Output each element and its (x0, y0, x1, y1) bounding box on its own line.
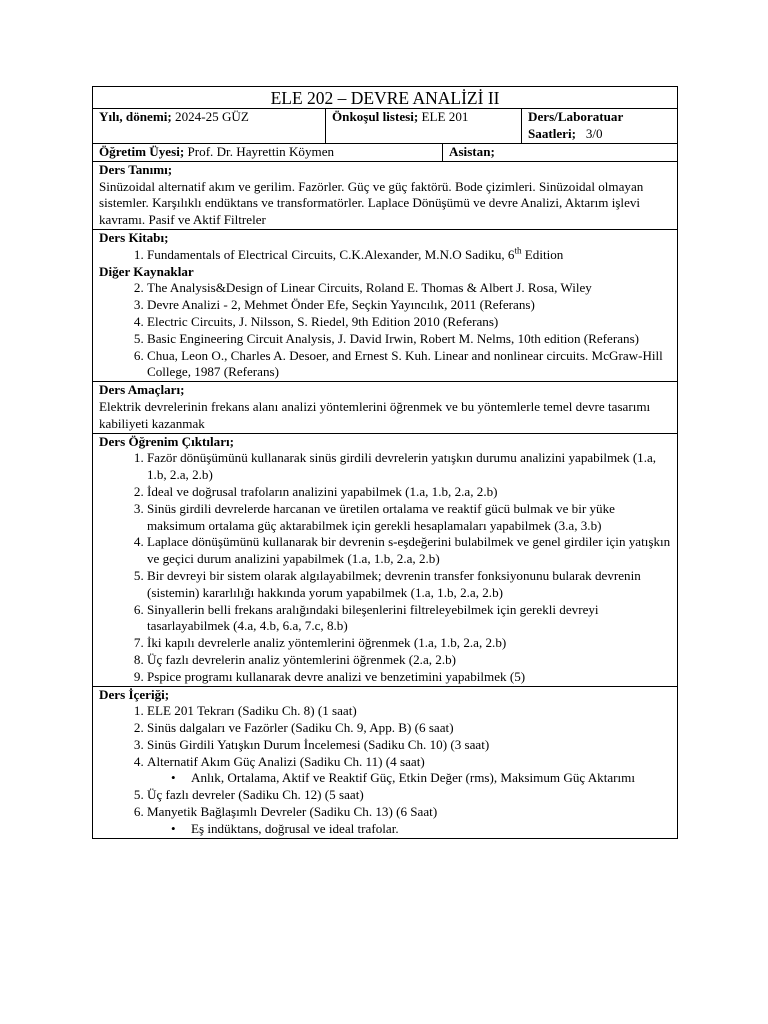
list-item: 6. Sinyallerin belli frekans aralığındaki bileşenlerini filtreleyebilmek için gerekli devreyi tasarlayabilmek (4.a, 4.b, 6.a, 7.c, 8.b) (147, 602, 671, 636)
list-item: 3. Sinüs girdili devrelerde harcanan ve üretilen ortalama ve reaktif gücü bulmak ve bir yüke maksimum ortalama güç aktarabilmek için gerekli hesaplamaları yapabilmek (3.a, 3.b) (147, 501, 671, 535)
list-item: 2. The Analysis&Design of Linear Circuits, Roland E. Thomas & Albert J. Rosa, Wiley (147, 280, 671, 297)
description-cell (93, 161, 678, 229)
list-item: 4. Electric Circuits, J. Nilsson, S. Riedel, 9th Edition 2010 (Referans) (147, 314, 671, 331)
objectives-row (93, 382, 678, 433)
list-item: 2. İdeal ve doğrusal trafoların analizini yapabilmek (1.a, 1.b, 2.a, 2.b) (147, 484, 671, 501)
hours-cell (522, 109, 678, 144)
content-item-6: Manyetik Bağlaşımlı Devreler (Sadiku Ch. 13) (6 Saat) (147, 804, 438, 820)
outcomes-label: Ders Öğrenim Çıktıları; (99, 433, 235, 449)
outcomes-cell (93, 433, 678, 686)
list-item: 5. Basic Engineering Circuit Analysis, J. David Irwin, Robert M. Nelms, 10th edition (Referans) (147, 331, 671, 348)
outcomes-row (93, 433, 678, 686)
list-item: 9. Pspice programı kullanarak devre analizi ve benzetimini yapabilmek (5) (147, 669, 671, 686)
list-item: 1. ELE 201 Tekrarı (Sadiku Ch. 8) (1 saat) (147, 703, 671, 720)
description-row (93, 161, 678, 229)
other-sources-label: Diğer Kaynaklar (99, 263, 194, 279)
content-item-4: Alternatif Akım Güç Analizi (Sadiku Ch. 11) (4 saat) (147, 753, 425, 769)
textbook-label: Ders Kitabı; (99, 229, 169, 245)
assistant-cell (443, 144, 678, 162)
year-value: 2024-25 GÜZ (175, 109, 249, 124)
list-item (147, 804, 671, 838)
list-item: 7. İki kapılı devrelerle analiz yöntemlerini öğrenmek (1.a, 1.b, 2.a, 2.b) (147, 635, 671, 652)
syllabus-document (92, 86, 677, 839)
list-item (147, 754, 671, 788)
assistant-label: Asistan; (449, 144, 495, 159)
list-item (147, 247, 671, 264)
hours-label-1: Ders/Laboratuar (528, 109, 624, 124)
description-text: Sinüzoidal alternatif akım ve gerilim. Fazörler. Güç ve güç faktörü. Bode çizimleri. Sinüzoidal olmayan sistemler. Karşılıklı endüktans ve transformatörler. Laplace Dönüşümü ve devre Analizi, Aktarım işlevi kavramı. Pasif ve Aktif Filtreler (99, 178, 644, 228)
list-item: 6. Chua, Leon O., Charles A. Desoer, and Ernest S. Kuh. Linear and nonlinear circuits. McGraw-Hill College, 1987 (Referans) (147, 348, 671, 382)
list-item: 5. Üç fazlı devreler (Sadiku Ch. 12) (5 saat) (147, 787, 671, 804)
prereq-value: ELE 201 (421, 109, 469, 124)
sub-list-item: • Eş indüktans, doğrusal ve ideal trafolar. (191, 821, 671, 838)
year-label: Yılı, dönemi; (99, 109, 172, 124)
objectives-text: Elektrik devrelerinin frekans alanı analizi yöntemlerini öğrenmek ve bu yöntemlerle temel devre tasarımı kabiliyeti kazanmak (99, 398, 651, 431)
textbook-row (93, 229, 678, 381)
hours-value: 3/0 (585, 125, 603, 141)
instructor-label: Öğretim Üyesi; (99, 144, 185, 159)
other-sources-list (99, 280, 671, 381)
sub-list-item: • Anlık, Ortalama, Aktif ve Reaktif Güç, Etkin Değer (rms), Maksimum Güç Aktarımı (191, 770, 671, 787)
list-item: 5. Bir devreyi bir sistem olarak algılayabilmek; devrenin transfer fonksiyonunu bularak devrenin (sistemin) kararlılığı hakkında yorum yapabilmek (1.a, 1.b, 2.a, 2.b) (147, 568, 671, 602)
instructor-cell (93, 144, 443, 162)
content-label: Ders İçeriği; (99, 686, 170, 702)
list-item: 3. Sinüs Girdili Yatışkın Durum İncelemesi (Sadiku Ch. 10) (3 saat) (147, 737, 671, 754)
year-cell (93, 109, 326, 144)
content-cell (93, 686, 678, 838)
list-item: 8. Üç fazlı devrelerin analiz yöntemlerini öğrenmek (2.a, 2.b) (147, 652, 671, 669)
objectives-cell (93, 382, 678, 433)
instructor-value: Prof. Dr. Hayrettin Köymen (187, 144, 335, 159)
content-row (93, 686, 678, 838)
list-item: 1. Fazör dönüşümünü kullanarak sinüs girdili devrelerin yatışkın durumu analizini yapabilmek (1.a, 1.b, 2.a, 2.b) (147, 450, 671, 484)
hours-label-2: Saatleri; (528, 125, 576, 141)
instructor-row (93, 144, 678, 162)
meta-row (93, 109, 678, 144)
objectives-label: Ders Amaçları; (99, 382, 185, 398)
content-sublist (147, 821, 671, 838)
list-item: 4. Laplace dönüşümünü kullanarak bir devrenin s-eşdeğerini bulabilmek ve genel girdiler için yatışkın ve geçici durum analizini yapabilmek (1.a, 1.b, 2.a, 2.b) (147, 534, 671, 568)
description-label: Ders Tanımı; (99, 161, 173, 177)
textbook-list (99, 247, 671, 264)
title-row (93, 87, 678, 109)
textbook-cell (93, 229, 678, 381)
textbook-title: Fundamentals of Electrical Circuits, C.K.Alexander, M.N.O Sadiku, 6 (147, 246, 515, 262)
prereq-cell (326, 109, 522, 144)
edition-superscript: th (514, 245, 522, 256)
edition-suffix: Edition (521, 246, 564, 262)
list-item: 3. Devre Analizi - 2, Mehmet Önder Efe, Seçkin Yayıncılık, 2011 (Referans) (147, 297, 671, 314)
course-title: ELE 202 – DEVRE ANALİZİ II (93, 87, 678, 109)
prereq-label: Önkoşul listesi; (332, 109, 419, 124)
list-item: 2. Sinüs dalgaları ve Fazörler (Sadiku Ch. 9, App. B) (6 saat) (147, 720, 671, 737)
syllabus-table (92, 86, 678, 839)
outcomes-list (99, 450, 671, 685)
content-sublist (147, 770, 671, 787)
content-list (99, 703, 671, 837)
